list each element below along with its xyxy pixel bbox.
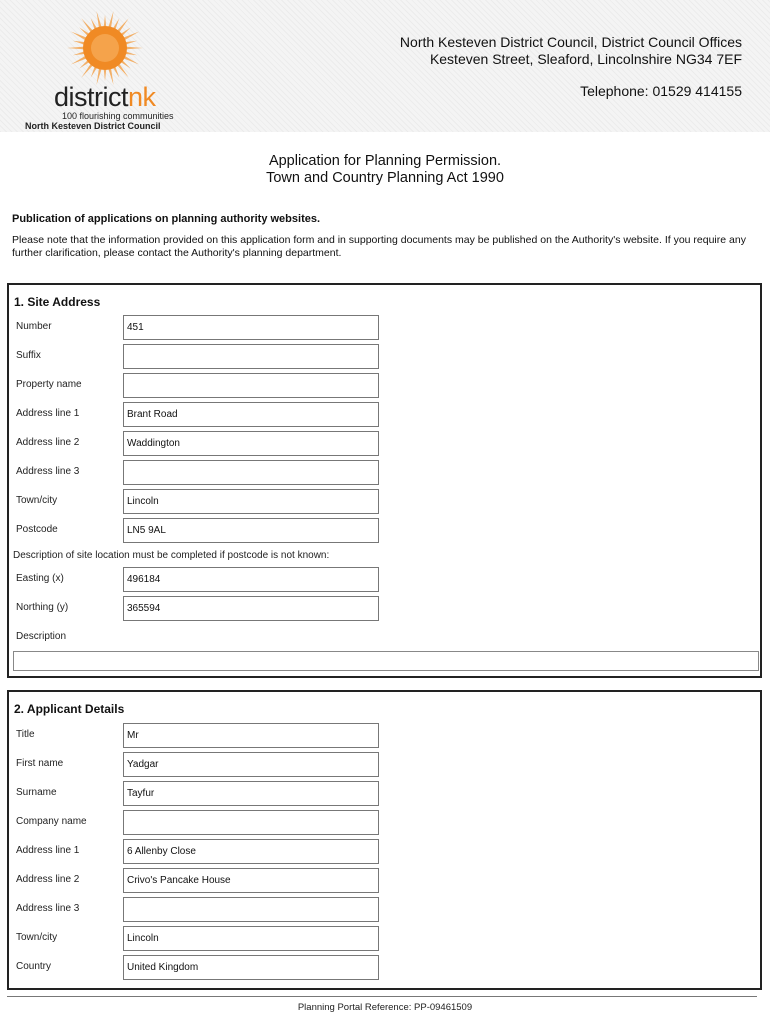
field-label: First name [16,758,64,769]
applicant-details-section [7,690,762,990]
location-note: Description of site location must be completed if postcode is not known: [13,550,330,561]
property-name-field[interactable] [123,373,379,398]
section-title: 1. Site Address [14,295,101,309]
logo-tagline: 100 flourishing communities [62,111,174,121]
site-town-city-field[interactable]: Lincoln [123,489,379,514]
site-address-section [7,283,762,678]
field-row-northing [9,596,389,621]
field-row-address-line-1 [9,402,389,427]
number-field[interactable]: 451 [123,315,379,340]
site-address-line-2-field[interactable]: Waddington [123,431,379,456]
field-label: Property name [16,379,82,390]
company-name-field[interactable] [123,810,379,835]
field-label: Title [16,729,35,740]
surname-field[interactable]: Tayfur [123,781,379,806]
field-label: Address line 2 [16,874,80,885]
field-label: Town/city [16,932,58,943]
country-field[interactable]: United Kingdom [123,955,379,980]
field-label: Address line 1 [16,845,80,856]
field-label: Number [16,321,52,332]
field-row-property-name [9,373,389,398]
field-label: Northing (y) [16,602,69,613]
field-row-address-line-3 [9,897,389,922]
field-row-address-line-2 [9,868,389,893]
suffix-field[interactable] [123,344,379,369]
field-label: Address line 3 [16,903,80,914]
document-title-line-2: Town and Country Planning Act 1990 [266,170,504,186]
council-address-line-1: North Kesteven District Council, District Council Offices [399,34,742,50]
sunburst-logo-icon [65,10,145,88]
applicant-address-line-3-field[interactable] [123,897,379,922]
applicant-address-line-1-field[interactable]: 6 Allenby Close [123,839,379,864]
logo-council-name: North Kesteven District Council [25,121,161,131]
document-title-line-1: Application for Planning Permission. [268,153,502,169]
field-row-title [9,723,389,748]
field-row-first-name [9,752,389,777]
planning-portal-reference: Planning Portal Reference: PP-09461509 [297,1002,473,1013]
council-address-line-2: Kesteven Street, Sleaford, Lincolnshire NG34 7EF [429,51,742,67]
footer-divider [7,996,757,997]
field-row-address-line-3 [9,460,389,485]
field-label: Country [16,961,52,972]
field-label: Company name [16,816,87,827]
field-row-postcode [9,518,389,543]
first-name-field[interactable]: Yadgar [123,752,379,777]
northing-field[interactable]: 365594 [123,596,379,621]
logo-wordmark: districtnk [54,82,156,112]
field-label: Surname [16,787,57,798]
publication-heading: Publication of applications on planning authority websites. [12,213,321,225]
field-label: Easting (x) [16,573,64,584]
field-row-town-city [9,926,389,951]
field-label: Postcode [16,524,58,535]
field-row-town-city [9,489,389,514]
field-row-number [9,315,389,340]
applicant-town-city-field[interactable]: Lincoln [123,926,379,951]
council-logo [20,10,190,131]
field-row-address-line-1 [9,839,389,864]
document-title [0,153,770,187]
council-contact-block [400,34,742,100]
site-address-line-1-field[interactable]: Brant Road [123,402,379,427]
field-label: Town/city [16,495,58,506]
field-row-suffix [9,344,389,369]
site-address-line-3-field[interactable] [123,460,379,485]
field-row-address-line-2 [9,431,389,456]
letterhead [0,0,770,132]
applicant-address-line-2-field[interactable]: Crivo's Pancake House [123,868,379,893]
section-title: 2. Applicant Details [14,702,125,716]
title-field[interactable]: Mr [123,723,379,748]
field-row-surname [9,781,389,806]
field-label: Suffix [16,350,41,361]
postcode-field[interactable]: LN5 9AL [123,518,379,543]
field-row-country [9,955,389,980]
field-row-easting [9,567,389,592]
description-label: Description [16,631,67,642]
field-label: Address line 2 [16,437,80,448]
publication-note: Please note that the information provided on this application form and in supporting documents may be published on the Authority's website. If you require any further clarification, please contact the Authority's planning department. [12,234,746,259]
council-telephone: Telephone: 01529 414155 [580,83,742,99]
field-label: Address line 3 [16,466,80,477]
field-row-company-name [9,810,389,835]
easting-field[interactable]: 496184 [123,567,379,592]
description-field[interactable] [13,651,759,671]
field-label: Address line 1 [16,408,80,419]
